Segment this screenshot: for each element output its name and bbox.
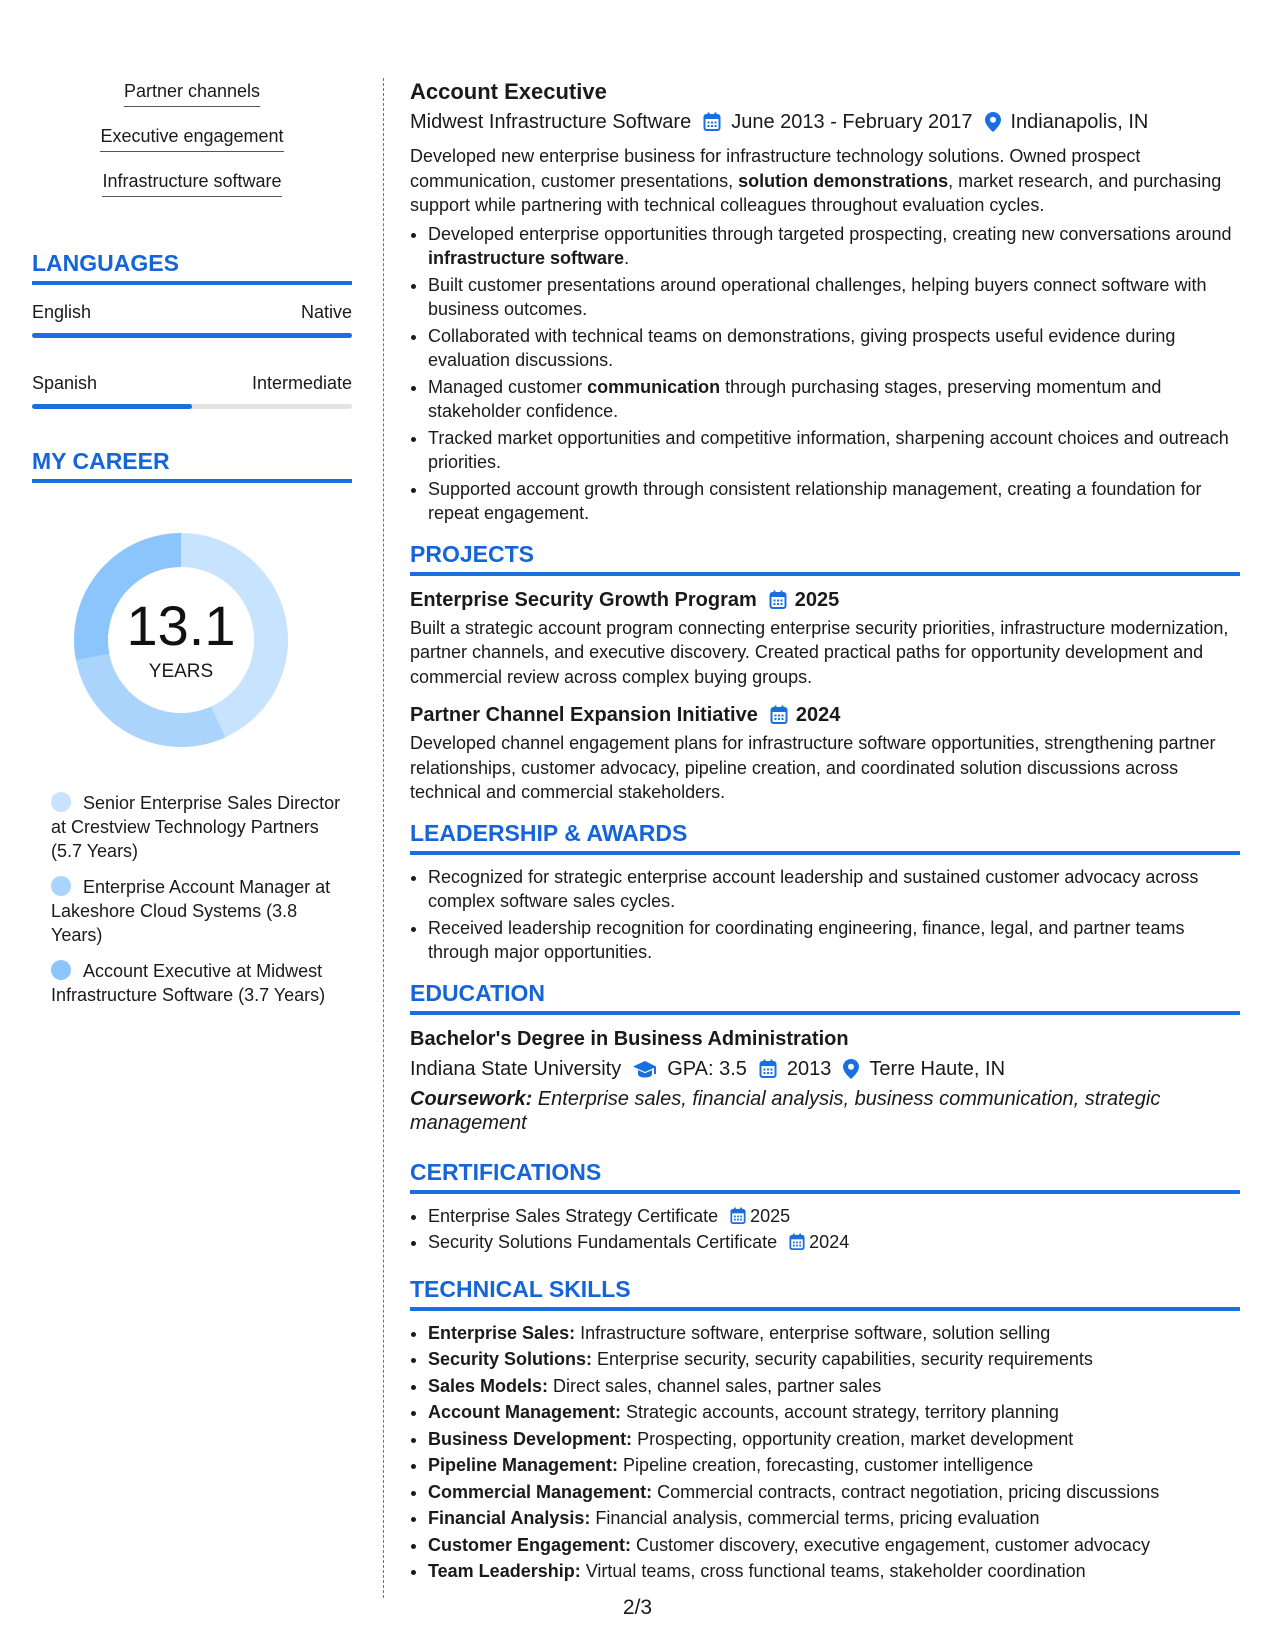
graduation-year: 2013 bbox=[786, 1057, 832, 1080]
column-divider bbox=[383, 78, 384, 1598]
list-item: • Supported account growth through consistent relationship management, creating a foundation for repeat engagement. bbox=[428, 477, 1240, 526]
main-content bbox=[410, 78, 1240, 1586]
calendar-icon bbox=[730, 1207, 746, 1225]
list-item: • Enterprise Sales: Infrastructure software, enterprise software, solution selling bbox=[428, 1321, 1240, 1346]
list-item: • Commercial Management: Commercial contracts, contract negotiation, pricing discussions bbox=[428, 1480, 1240, 1505]
language-item bbox=[32, 372, 352, 409]
tag: Executive engagement bbox=[100, 125, 283, 152]
list-item: • Received leadership recognition for coordinating engineering, finance, legal, and partner teams through major opportunities. bbox=[428, 916, 1240, 965]
location-pin-icon bbox=[985, 112, 1001, 132]
job-meta bbox=[410, 108, 1240, 136]
languages-heading: LANGUAGES bbox=[32, 249, 352, 285]
calendar-icon bbox=[770, 705, 788, 725]
coursework: Coursework: Enterprise sales, financial analysis, business communication, strategic management bbox=[410, 1087, 1161, 1134]
list-item: • Recognized for strategic enterprise account leadership and sustained customer advocacy across complex software sales cycles. bbox=[428, 865, 1240, 914]
language-proficiency-fill bbox=[32, 333, 352, 338]
experience-entry bbox=[410, 78, 1240, 526]
legend-dot-icon bbox=[51, 876, 71, 896]
career-legend-label: Account Executive at Midwest Infrastructure Software (3.7 Years) bbox=[51, 961, 326, 1005]
career-legend-item bbox=[51, 959, 341, 1007]
project-name: Enterprise Security Growth Program bbox=[410, 588, 757, 611]
language-item bbox=[32, 301, 352, 338]
language-name: English bbox=[32, 302, 92, 322]
legend-dot-icon bbox=[51, 792, 71, 812]
skills-list bbox=[410, 1321, 1240, 1584]
list-item: • Managed customer communication through purchasing stages, preserving momentum and stakeholder confidence. bbox=[428, 375, 1240, 424]
list-item bbox=[428, 1230, 1240, 1255]
language-level: Native bbox=[300, 302, 352, 322]
career-legend bbox=[51, 791, 341, 1007]
tag: Infrastructure software bbox=[102, 170, 281, 197]
career-legend-label: Senior Enterprise Sales Director at Crestview Technology Partners (5.7 Years) bbox=[51, 793, 341, 861]
location-pin-icon bbox=[843, 1059, 859, 1079]
page-number: 2/3 bbox=[622, 1596, 653, 1619]
tag-list bbox=[32, 80, 352, 215]
project-entry bbox=[410, 586, 1240, 690]
job-title: Account Executive bbox=[410, 79, 607, 104]
projects-heading: PROJECTS bbox=[410, 540, 1240, 576]
list-item: • Collaborated with technical teams on demonstrations, giving prospects useful evidence during evaluation discussions. bbox=[428, 324, 1240, 373]
list-item bbox=[428, 1204, 1240, 1229]
company-name: Midwest Infrastructure Software bbox=[410, 111, 692, 133]
language-proficiency-fill bbox=[32, 404, 192, 409]
graduation-cap-icon bbox=[633, 1060, 657, 1078]
calendar-icon bbox=[789, 1233, 805, 1251]
certificate-year: 2024 bbox=[809, 1232, 850, 1252]
languages-list bbox=[32, 301, 352, 409]
list-item: • Business Development: Prospecting, opportunity creation, market development bbox=[428, 1427, 1240, 1452]
project-description: Built a strategic account program connecting enterprise security priorities, infrastructure modernization, partner channels, and executive discovery. Created practical paths for opportunity development and commercial review across complex buying groups. bbox=[410, 617, 1229, 687]
job-location: Indianapolis, IN bbox=[1010, 111, 1149, 133]
school-name: Indiana State University bbox=[410, 1057, 622, 1080]
project-description: Developed channel engagement plans for infrastructure software opportunities, strengthening partner relationships, customer advocacy, pipeline creation, and coordinated solution discussions across technical and commercial stakeholders. bbox=[410, 733, 1216, 802]
list-item: • Sales Models: Direct sales, channel sales, partner sales bbox=[428, 1374, 1240, 1399]
career-donut-chart bbox=[66, 525, 296, 755]
list-item: • Financial Analysis: Financial analysis, commercial terms, pricing evaluation bbox=[428, 1506, 1240, 1531]
legend-dot-icon bbox=[51, 960, 71, 980]
certificate-name: • Enterprise Sales Strategy Certificate bbox=[428, 1205, 719, 1226]
calendar-icon bbox=[759, 1059, 777, 1079]
career-total-years: 13.1 bbox=[126, 594, 236, 657]
tag: Partner channels bbox=[124, 80, 260, 107]
job-dates: June 2013 - February 2017 bbox=[731, 111, 973, 133]
list-item: • Security Solutions: Enterprise security, security capabilities, security requirements bbox=[428, 1347, 1240, 1372]
project-year: 2024 bbox=[795, 704, 841, 726]
calendar-icon bbox=[703, 112, 721, 132]
language-name: Spanish bbox=[32, 373, 98, 393]
gpa: GPA: 3.5 bbox=[667, 1057, 747, 1080]
skills-heading: TECHNICAL SKILLS bbox=[410, 1275, 1240, 1311]
list-item: • Pipeline Management: Pipeline creation, forecasting, customer intelligence bbox=[428, 1453, 1240, 1478]
certificate-name: • Security Solutions Fundamentals Certificate bbox=[428, 1232, 778, 1252]
job-bullets bbox=[410, 222, 1240, 526]
language-proficiency-bar bbox=[32, 333, 352, 338]
school-location: Terre Haute, IN bbox=[869, 1057, 1006, 1080]
list-item: • Developed enterprise opportunities through targeted prospecting, creating new conversations around infrastructure software. bbox=[428, 222, 1240, 271]
certifications-heading: CERTIFICATIONS bbox=[410, 1158, 1240, 1194]
certifications-list bbox=[410, 1204, 1240, 1255]
career-heading: MY CAREER bbox=[32, 447, 352, 483]
career-years-label: YEARS bbox=[148, 661, 214, 682]
career-legend-label: Enterprise Account Manager at Lakeshore Cloud Systems (3.8 Years) bbox=[51, 877, 331, 945]
leadership-list bbox=[410, 865, 1240, 965]
sidebar bbox=[32, 80, 352, 1019]
project-year: 2025 bbox=[794, 588, 840, 611]
language-level: Intermediate bbox=[251, 373, 352, 393]
education-heading: EDUCATION bbox=[410, 979, 1240, 1015]
list-item: • Customer Engagement: Customer discovery, executive engagement, customer advocacy bbox=[428, 1533, 1240, 1558]
education-meta bbox=[410, 1055, 1240, 1083]
language-proficiency-bar bbox=[32, 404, 352, 409]
project-entry bbox=[410, 701, 1240, 805]
degree-title: Bachelor's Degree in Business Administration bbox=[410, 1027, 849, 1050]
list-item: • Tracked market opportunities and competitive information, sharpening account choices and outreach priorities. bbox=[428, 426, 1240, 475]
calendar-icon bbox=[769, 590, 787, 610]
job-summary: Developed new enterprise business for infrastructure technology solutions. Owned prospect communication, customer presentations, solution demonstrations, market research, and purchasing support while partnering with technical colleagues throughout evaluation cycles. bbox=[410, 146, 1222, 215]
career-legend-item bbox=[51, 791, 341, 863]
list-item: • Built customer presentations around operational challenges, helping buyers connect software with business outcomes. bbox=[428, 273, 1240, 322]
career-legend-item bbox=[51, 875, 341, 947]
certificate-year: 2025 bbox=[750, 1205, 791, 1226]
leadership-heading: LEADERSHIP & AWARDS bbox=[410, 819, 1240, 855]
list-item: • Team Leadership: Virtual teams, cross functional teams, stakeholder coordination bbox=[428, 1559, 1240, 1584]
project-name: Partner Channel Expansion Initiative bbox=[410, 704, 758, 726]
list-item: • Account Management: Strategic accounts, account strategy, territory planning bbox=[428, 1400, 1240, 1425]
